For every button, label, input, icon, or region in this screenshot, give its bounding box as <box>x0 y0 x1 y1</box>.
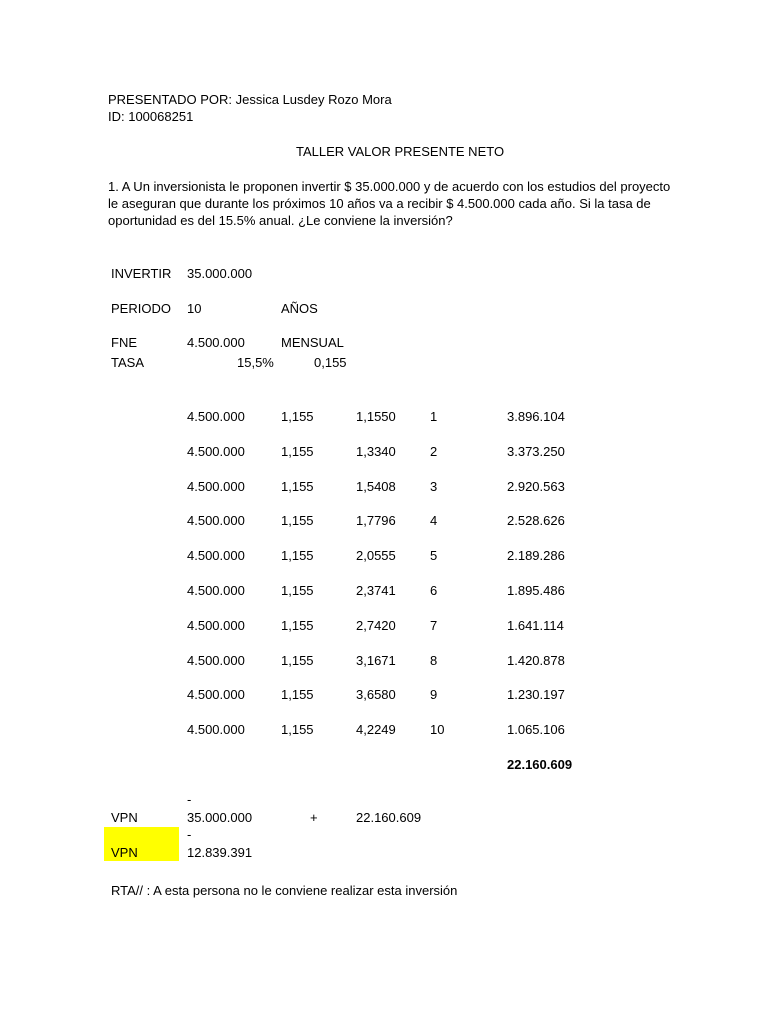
cell-power: 1,3340 <box>356 444 396 459</box>
cell-fne: 4.500.000 <box>187 653 245 668</box>
vpn-result-label: VPN <box>111 845 138 860</box>
presented-by: PRESENTADO POR: Jessica Lusdey Rozo Mora <box>108 92 392 107</box>
cell-power: 1,5408 <box>356 479 396 494</box>
cell-power: 3,6580 <box>356 687 396 702</box>
cell-power: 1,1550 <box>356 409 396 424</box>
cell-period: 2 <box>430 444 438 459</box>
cell-period: 1 <box>430 409 438 424</box>
cell-fne: 4.500.000 <box>187 548 245 563</box>
invertir-label: INVERTIR <box>111 266 172 281</box>
problem-line-2: le aseguran que durante los próximos 10 años va a recibir $ 4.500.000 cada año. Si la tasa de <box>108 196 651 211</box>
cell-fne: 4.500.000 <box>187 618 245 633</box>
vpn-investment: 35.000.000 <box>187 810 253 825</box>
fne-value: 4.500.000 <box>187 335 245 350</box>
tasa-percent: 15,5% <box>237 355 274 370</box>
cell-fne: 4.500.000 <box>187 513 245 528</box>
cell-period: 4 <box>430 513 438 528</box>
vpn-minus-sign: - <box>187 792 192 807</box>
vpn-result: 12.839.391 <box>187 845 253 860</box>
cell-present-value: 3.373.250 <box>507 444 565 459</box>
cell-power: 2,0555 <box>356 548 396 563</box>
page-title: TALLER VALOR PRESENTE NETO <box>296 144 505 159</box>
fne-label: FNE <box>111 335 137 350</box>
cell-power: 4,2249 <box>356 722 396 737</box>
cell-factor: 1,155 <box>281 479 314 494</box>
cell-fne: 4.500.000 <box>187 583 245 598</box>
cell-fne: 4.500.000 <box>187 444 245 459</box>
cell-present-value: 1.641.114 <box>507 618 564 633</box>
cell-present-value: 1.420.878 <box>507 653 565 668</box>
cell-power: 2,3741 <box>356 583 396 598</box>
cell-present-value: 3.896.104 <box>507 409 565 424</box>
vpn-result-minus-sign: - <box>187 827 192 842</box>
cell-period: 6 <box>430 583 438 598</box>
cell-factor: 1,155 <box>281 722 314 737</box>
cell-factor: 1,155 <box>281 618 314 633</box>
cell-power: 3,1671 <box>356 653 396 668</box>
cell-period: 8 <box>430 653 438 668</box>
cell-power: 1,7796 <box>356 513 396 528</box>
cell-period: 10 <box>430 722 445 737</box>
cell-fne: 4.500.000 <box>187 722 245 737</box>
vpn-sum: 22.160.609 <box>356 810 422 825</box>
problem-line-3: oportunidad es del 15.5% anual. ¿Le conviene la inversión? <box>108 213 453 228</box>
cell-factor: 1,155 <box>281 583 314 598</box>
cell-present-value: 1.065.106 <box>507 722 565 737</box>
cell-factor: 1,155 <box>281 444 314 459</box>
cell-period: 9 <box>430 687 438 702</box>
vpn-plus-sign: + <box>310 810 318 825</box>
vpn-label: VPN <box>111 810 138 825</box>
cell-factor: 1,155 <box>281 653 314 668</box>
cell-present-value: 1.895.486 <box>507 583 565 598</box>
tasa-decimal: 0,155 <box>314 355 347 370</box>
periodo-value: 10 <box>187 301 202 316</box>
problem-line-1: 1. A Un inversionista le proponen invertir $ 35.000.000 y de acuerdo con los estudios del proyecto <box>108 179 671 194</box>
cell-period: 7 <box>430 618 438 633</box>
pv-total: 22.160.609 <box>507 757 573 772</box>
cell-period: 3 <box>430 479 438 494</box>
cell-present-value: 2.189.286 <box>507 548 565 563</box>
cell-fne: 4.500.000 <box>187 687 245 702</box>
cell-present-value: 2.528.626 <box>507 513 565 528</box>
cell-present-value: 1.230.197 <box>507 687 565 702</box>
invertir-value: 35.000.000 <box>187 266 253 281</box>
cell-power: 2,7420 <box>356 618 396 633</box>
student-id: ID: 100068251 <box>108 109 194 124</box>
periodo-unit: AÑOS <box>281 301 318 316</box>
cell-present-value: 2.920.563 <box>507 479 565 494</box>
periodo-label: PERIODO <box>111 301 171 316</box>
cell-fne: 4.500.000 <box>187 409 245 424</box>
cell-factor: 1,155 <box>281 548 314 563</box>
answer-text: RTA// : A esta persona no le conviene realizar esta inversión <box>111 883 458 898</box>
fne-unit: MENSUAL <box>281 335 344 350</box>
cell-fne: 4.500.000 <box>187 479 245 494</box>
cell-factor: 1,155 <box>281 513 314 528</box>
cell-factor: 1,155 <box>281 409 314 424</box>
tasa-label: TASA <box>111 355 144 370</box>
cell-period: 5 <box>430 548 438 563</box>
cell-factor: 1,155 <box>281 687 314 702</box>
